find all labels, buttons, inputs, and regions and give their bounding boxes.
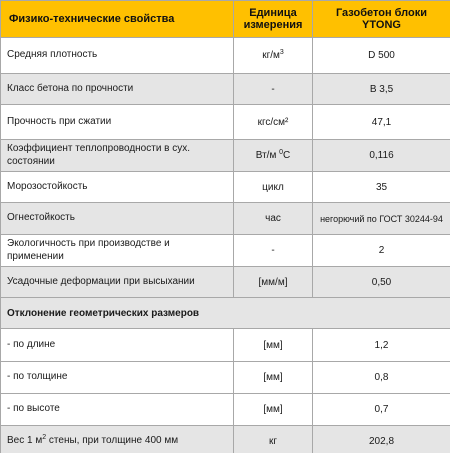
row-unit: кгс/см² (234, 105, 313, 140)
row-unit-base: кг/м (262, 50, 280, 61)
row-label: Прочность при сжатии (1, 105, 234, 140)
table-row (1, 235, 450, 267)
header-unit: Единица измерения (234, 1, 313, 38)
section-row (1, 298, 450, 329)
table-row (1, 172, 450, 203)
row-unit: цикл (234, 172, 313, 203)
table-row (1, 203, 450, 235)
row-unit: [мм] (234, 394, 313, 426)
row-value: 35 (313, 172, 450, 203)
row-unit: [мм] (234, 329, 313, 362)
row-value: негорючий по ГОСТ 30244-94 (313, 203, 450, 235)
row-label: - по длине (1, 329, 234, 362)
row-value: 0,7 (313, 394, 450, 426)
row-value: 0,50 (313, 267, 450, 298)
table-row (1, 394, 450, 426)
weight-label-post: стены, при толщине 400 мм (46, 435, 179, 447)
weight-label-pre: Вес 1 м (7, 435, 43, 447)
table-row (1, 140, 450, 172)
row-unit (234, 38, 313, 74)
row-unit: час (234, 203, 313, 235)
row-unit (234, 140, 313, 172)
row-label (1, 426, 234, 453)
row-unit-tail: С (283, 150, 291, 161)
row-label: Морозостойкость (1, 172, 234, 203)
row-label: Коэффициент теплопроводности в сух. состоянии (1, 140, 234, 172)
row-unit: - (234, 74, 313, 105)
weight-label-sup: 2 (42, 434, 47, 442)
table-header (1, 1, 450, 38)
row-label: Экологичность при производстве и применении (1, 235, 234, 267)
row-label: Класс бетона по прочности (1, 74, 234, 105)
row-value: 0,116 (313, 140, 450, 172)
row-label: - по толщине (1, 362, 234, 394)
table-row (1, 362, 450, 394)
row-value: 1,2 (313, 329, 450, 362)
table-row (1, 74, 450, 105)
table-row (1, 267, 450, 298)
row-unit-base: Вт/м (255, 150, 280, 161)
row-value: 0,8 (313, 362, 450, 394)
row-unit: - (234, 235, 313, 267)
row-label: Средняя плотность (1, 38, 234, 74)
row-unit: [мм] (234, 362, 313, 394)
header-product: Газобетон блоки YTONG (313, 1, 450, 38)
section-title: Отклонение геометрических размеров (1, 298, 450, 329)
table-row (1, 329, 450, 362)
row-value: 47,1 (313, 105, 450, 140)
row-value: 2 (313, 235, 450, 267)
row-unit: [мм/м] (234, 267, 313, 298)
row-value: B 3,5 (313, 74, 450, 105)
row-value: D 500 (313, 38, 450, 74)
table-row (1, 38, 450, 74)
table-row (1, 105, 450, 140)
row-unit-sup: 0 (279, 149, 284, 156)
row-label: Усадочные деформации при высыхании (1, 267, 234, 298)
row-label: Огнестойкость (1, 203, 234, 235)
row-unit-sup: 3 (279, 49, 284, 56)
row-unit: кг (234, 426, 313, 453)
row-label: - по высоте (1, 394, 234, 426)
header-property: Физико-технические свойства (1, 1, 234, 38)
table-row (1, 426, 450, 453)
row-value: 202,8 (313, 426, 450, 453)
